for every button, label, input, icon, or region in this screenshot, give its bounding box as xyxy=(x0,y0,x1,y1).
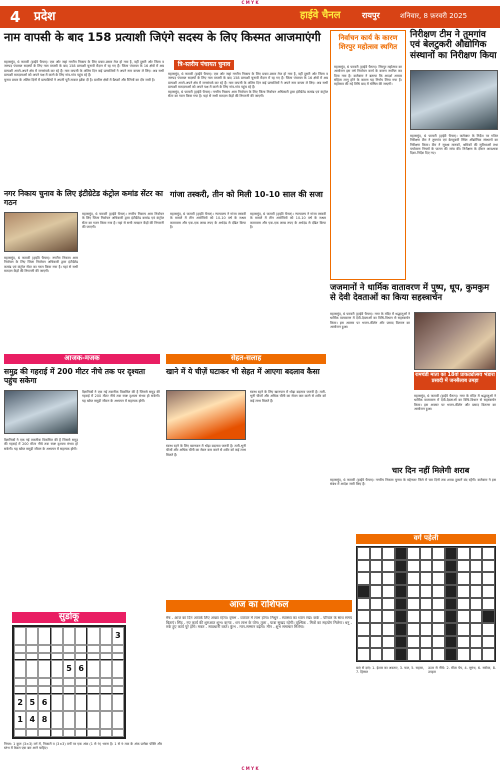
ganja-body: महासमुंद, 6 फरवरी (हाईवे चैनल)। न्यायालय ने गांजा तस्करी के मामले में तीन आरोपियों को 10-10 वर्ष के सश्रम कारावास और एक-एक लाख रुपए के अर्थदंड से दंडित किया है। xyxy=(170,212,246,229)
ganja-body-2: महासमुंद, 6 फरवरी (हाईवे चैनल)। न्यायालय ने गांजा तस्करी के मामले में तीन आरोपियों को 10-10 वर्ष के सश्रम कारावास और एक-एक लाख रुपए के अर्थदंड से दंडित किया है। xyxy=(250,212,326,229)
training-body: महासमुंद, 6 फरवरी (हाईवे चैनल)। नगरीय निकाय आम निर्वाचन के लिए जिला निर्वाचन अधिकारी द्वारा इंटीग्रेटेड कमांड एवं कंट्रोल सेंटर का गठन किया गया है। यहां से सभी मतदान केंद्रों की निगरानी की जाएगी। xyxy=(4,256,78,273)
crossword-cell xyxy=(382,572,395,585)
crossword-cell xyxy=(357,572,370,585)
crossword-cell xyxy=(382,636,395,649)
sudoku-cell xyxy=(63,694,75,712)
crossword-cell xyxy=(420,636,433,649)
sudoku-cell xyxy=(63,729,75,737)
ganja-headline: गांजा तस्करी, तीन को मिली 10-10 साल की सजा xyxy=(170,190,323,199)
sudoku-cell xyxy=(63,678,75,686)
dateline: शनिवार, 8 फ़रवरी 2025 xyxy=(400,12,468,20)
lead-body-text-4: महासमुंद, 6 फरवरी (हाईवे चैनल)। नगरीय निकाय आम निर्वाचन के लिए जिला निर्वाचन अधिकारी द्वारा इंटीग्रेटेड कमांड एवं कंट्रोल सेंटर का गठन किया गया है। यहां से सभी मतदान केंद्रों की निगरानी की जाएगी। xyxy=(168,90,328,99)
science-body-2: वैज्ञानिकों ने एक नई तकनीक विकसित की है जिससे समुद्र की गहराई में 200 मीटर नीचे तक स्पष्ट दृश्यता संभव हो सकेगी। यह खोज समुद्री जीवन के अध्ययन में सहायक होगी। xyxy=(4,438,78,451)
lead-body-text-2: चुनाव प्रचार के अंतिम दिनों में प्रत्याशियों ने अपनी पूरी ताकत झोंक दी है। ग्रामीण क्षेत्रों में बैठकों और रैलियों का दौर जारी है। xyxy=(4,78,156,82)
religious-body-2: महासमुंद, 6 फरवरी (हाईवे चैनल)। नगर के मंदिर में श्रद्धालुओं ने धार्मिक वातावरण में देवी-देवताओं का विधि-विधान से सहस्त्रार्चन किया। इस अवसर पर भजन-कीर्तन और प्रसाद वितरण का आयोजन हुआ। xyxy=(414,394,496,411)
lead-headline: नाम वापसी के बाद 158 प्रत्याशी जिएंगे सदस्य के लिए किस्मत आजमाएंगी xyxy=(4,30,321,44)
page-number: 4 xyxy=(10,8,21,26)
crossword-cell xyxy=(407,636,420,649)
crossword-cell xyxy=(470,598,483,611)
sudoku-cell xyxy=(112,678,124,686)
crossword-cell xyxy=(482,560,495,573)
crossword-cell xyxy=(357,623,370,636)
crossword-cell xyxy=(445,560,458,573)
science-photo xyxy=(4,390,78,434)
crossword-cell xyxy=(420,623,433,636)
sudoku-cell xyxy=(87,678,99,686)
crossword-cell xyxy=(395,648,408,661)
crossword-cell xyxy=(482,636,495,649)
sudoku-cell xyxy=(26,660,38,678)
sudoku-cell xyxy=(112,660,124,678)
crossword-cell xyxy=(420,572,433,585)
sudoku-cell xyxy=(100,653,112,661)
sudoku-cell xyxy=(38,653,50,661)
lead-body-text-3: महासमुंद, 6 फरवरी (हाईवे चैनल)। एक ओर जहां नगरीय निकाय के लिए प्रचार-प्रसार तेज हो गया है, वहीं दूसरी ओर जिला व जनपद पंचायत सदस्यों के लिए नाम वापसी के बाद 158 प्रत्याशी चुनावी मैदान में रह गए हैं। जिला पंचायत के 16 क्षेत्रों में अब प्रत्याशी अपने-अपने क्षेत्र में जनसंपर्क कर रहे हैं। नाम वापसी के अंतिम दिन कई प्रत्याशियों ने अपने नाम वापस ले लिए। अब सभी प्रत्याशी मतदाताओं को अपने पक्ष में करने के लिए गांव-गांव पहुंच रहे हैं। xyxy=(168,72,328,89)
health-section-header: सेहत-सलाह xyxy=(166,354,326,364)
sudoku-cell xyxy=(112,694,124,712)
crossword-cell xyxy=(445,572,458,585)
sudoku-cell xyxy=(100,694,112,712)
food-photo xyxy=(166,390,246,440)
religious-photo xyxy=(414,312,496,370)
sudoku-cell xyxy=(51,653,63,661)
crossword-cell xyxy=(482,572,495,585)
training-body-2: महासमुंद, 6 फरवरी (हाईवे चैनल)। नगरीय निकाय आम निर्वाचन के लिए जिला निर्वाचन अधिकारी द्वारा इंटीग्रेटेड कमांड एवं कंट्रोल सेंटर का गठन किया गया है। यहां से सभी मतदान केंद्रों की निगरानी की जाएगी। xyxy=(82,212,164,229)
health-body-2: स्वस्थ रहने के लिए खानपान में थोड़ा बदलाव जरूरी है। तली-भुनी चीजों और अधिक चीनी का सेवन कम करने से शरीर को कई लाभ मिलते हैं। xyxy=(166,444,246,457)
crossword-cell xyxy=(370,598,383,611)
sudoku-cell xyxy=(87,686,99,694)
sudoku-cell xyxy=(75,627,87,645)
sudoku-cell: 5 xyxy=(26,694,38,712)
science-headline: समुद्र की गहराई में 200 मीटर नीचे तक पर दृश्यता पहुंच सकेगा xyxy=(4,367,146,385)
lead-body-text: महासमुंद, 6 फरवरी (हाईवे चैनल)। एक ओर जहां नगरीय निकाय के लिए प्रचार-प्रसार तेज हो गया है, वहीं दूसरी ओर जिला व जनपद पंचायत सदस्यों के लिए नाम वापसी के बाद 158 प्रत्याशी चुनावी मैदान में रह गए हैं। जिला पंचायत के 16 क्षेत्रों में अब प्रत्याशी अपने-अपने क्षेत्र में जनसंपर्क कर रहे हैं। नाम वापसी के अंतिम दिन कई प्रत्याशियों ने अपने नाम वापस ले लिए। अब सभी प्रत्याशी मतदाताओं को अपने पक्ष में करने के लिए गांव-गांव पहुंच रहे हैं। xyxy=(4,60,164,77)
sudoku-cell xyxy=(26,678,38,686)
sudoku-cell xyxy=(112,645,124,653)
crossword-cell xyxy=(407,547,420,560)
crossword-clues-across: बाएं से दाएं: 1. ईश्वर का अवतार, 3. फल, 5. सहारा, 7. हिम्मत xyxy=(356,666,424,675)
sudoku-cell xyxy=(51,729,63,737)
sudoku-cell xyxy=(63,627,75,645)
sudoku-cell xyxy=(87,729,99,737)
sudoku-cell xyxy=(14,645,26,653)
sudoku-cell xyxy=(26,653,38,661)
sudoku-cell xyxy=(14,627,26,645)
sudoku-cell xyxy=(75,729,87,737)
science-body: वैज्ञानिकों ने एक नई तकनीक विकसित की है जिससे समुद्र की गहराई में 200 मीटर नीचे तक स्पष्ट दृश्यता संभव हो सकेगी। यह खोज समुद्री जीवन के अध्ययन में सहायक होगी। xyxy=(82,390,160,403)
crossword-cell xyxy=(382,623,395,636)
crossword-title: वर्ग पहेली xyxy=(356,534,496,544)
crossword-cell xyxy=(445,598,458,611)
sudoku-cell xyxy=(38,686,50,694)
crossword-cell xyxy=(457,547,470,560)
crossword-cell xyxy=(420,648,433,661)
sudoku-cell: 2 xyxy=(14,694,26,712)
crossword-cell xyxy=(457,572,470,585)
crossword-cell xyxy=(370,648,383,661)
sudoku-cell xyxy=(75,678,87,686)
crossword-cell xyxy=(457,623,470,636)
crossword-cell xyxy=(470,547,483,560)
crossword-cell xyxy=(470,636,483,649)
crossword-cell xyxy=(457,610,470,623)
crossword-cell xyxy=(470,572,483,585)
crossword-cell xyxy=(407,560,420,573)
sudoku-cell xyxy=(51,660,63,678)
sirpur-body: महासमुंद, 6 फरवरी (हाईवे चैनल)। सिरपुर महोत्सव का आयोजन इस वर्ष निर्वाचन कार्य के कारण स्थगित कर दिया गया है। कलेक्टर ने बताया कि आदर्श आचार संहिता लागू होने के कारण यह निर्णय लिया गया है। महोत्सव की नई तिथि बाद में घोषित की जाएगी। xyxy=(334,65,402,86)
horoscope-title: आज का राशिफल xyxy=(166,600,352,612)
sudoku-cell xyxy=(100,729,112,737)
crossword-cell xyxy=(370,636,383,649)
sudoku-cell xyxy=(63,686,75,694)
sudoku-cell xyxy=(112,711,124,729)
sudoku-cell xyxy=(75,711,87,729)
city-name: रायपुर xyxy=(362,11,380,20)
crossword-cell xyxy=(382,598,395,611)
sudoku-cell: 6 xyxy=(38,694,50,712)
liquor-headline: चार दिन नहीं मिलेगी शराब xyxy=(392,466,470,475)
sudoku-cell xyxy=(51,645,63,653)
crossword-cell xyxy=(382,648,395,661)
sudoku-cell: 5 xyxy=(63,660,75,678)
crossword-cell xyxy=(420,547,433,560)
sudoku-cell xyxy=(26,627,38,645)
crossword-cell xyxy=(470,610,483,623)
crossword-cell xyxy=(370,585,383,598)
crossword-cell xyxy=(457,585,470,598)
crossword-cell xyxy=(482,610,495,623)
liquor-body: महासमुंद, 6 फरवरी (हाईवे चैनल)। नगरीय निकाय चुनाव के मद्देनजर जिले में चार दिनों तक शराब दुकानें बंद रहेंगी। कलेक्टर ने इस संबंध में आदेश जारी किए हैं। xyxy=(330,478,496,487)
crossword-cell xyxy=(432,610,445,623)
crossword-cell xyxy=(395,636,408,649)
sudoku-cell xyxy=(87,660,99,678)
crossword-cell xyxy=(407,648,420,661)
crossword-cell xyxy=(420,560,433,573)
crossword-cell xyxy=(420,598,433,611)
crossword-cell xyxy=(445,547,458,560)
training-photo xyxy=(4,212,78,252)
sudoku-cell xyxy=(87,711,99,729)
crossword-clues-down: ऊपर से नीचे: 2. मीठा पेय, 4. सुगंध, 6. सरोवर, 8. उपहार xyxy=(428,666,496,675)
sudoku-cell xyxy=(112,686,124,694)
sudoku-cell xyxy=(100,627,112,645)
sudoku-cell xyxy=(112,653,124,661)
lead-body-col2 xyxy=(168,72,328,188)
sudoku-cell xyxy=(87,653,99,661)
crossword-cell xyxy=(382,547,395,560)
crossword-cell xyxy=(395,560,408,573)
cmyk-marker-top: C M Y K xyxy=(241,0,259,5)
panchayat-tag: त्रि-स्तरीय पंचायत चुनाव xyxy=(174,60,234,70)
sudoku-cell xyxy=(75,645,87,653)
crossword-cell xyxy=(482,648,495,661)
crossword-cell xyxy=(482,585,495,598)
lead-body-col1 xyxy=(4,60,164,188)
crossword-cell xyxy=(432,560,445,573)
crossword-cell xyxy=(432,572,445,585)
crossword-cell xyxy=(457,560,470,573)
sudoku-cell xyxy=(38,660,50,678)
science-section-header: आजक-मजक xyxy=(4,354,160,364)
crossword-cell xyxy=(445,623,458,636)
sudoku-cell: 8 xyxy=(38,711,50,729)
sudoku-cell xyxy=(63,711,75,729)
sudoku-cell xyxy=(51,686,63,694)
sudoku-cell xyxy=(14,729,26,737)
inspection-photo xyxy=(410,70,498,130)
crossword-cell xyxy=(407,598,420,611)
inspection-headline: निरीक्षण टीम ने तुमगांव एवं बेलटुकरी औद्योगिक संस्थानों का निरीक्षण किया xyxy=(410,30,497,61)
crossword-cell xyxy=(432,623,445,636)
sudoku-cell xyxy=(26,729,38,737)
crossword-cell xyxy=(357,636,370,649)
sudoku-cell xyxy=(38,645,50,653)
crossword-cell xyxy=(445,636,458,649)
brand-name: हाईवे चैनल xyxy=(300,10,341,21)
sudoku-cell xyxy=(51,678,63,686)
crossword-cell xyxy=(357,585,370,598)
crossword-cell xyxy=(445,585,458,598)
crossword-cell xyxy=(432,585,445,598)
sudoku-cell xyxy=(14,678,26,686)
sudoku-cell xyxy=(75,653,87,661)
sudoku-cell xyxy=(26,686,38,694)
crossword-cell xyxy=(382,560,395,573)
sudoku-cell xyxy=(100,678,112,686)
sudoku-cell xyxy=(100,711,112,729)
cmyk-marker-bottom: C M Y K xyxy=(241,766,259,771)
crossword-cell xyxy=(457,636,470,649)
crossword-cell xyxy=(395,598,408,611)
sudoku-cell xyxy=(51,711,63,729)
crossword-cell xyxy=(482,598,495,611)
sudoku-cell xyxy=(63,653,75,661)
sudoku-cell xyxy=(87,645,99,653)
crossword-cell xyxy=(420,610,433,623)
crossword-cell xyxy=(370,572,383,585)
religious-photo-caption: रामचंडी माता का 18वां प्राकट्योत्सव भंडारा प्रसादी में जनसैलाब उमड़ा xyxy=(414,372,496,390)
crossword-cell xyxy=(470,648,483,661)
sudoku-cell xyxy=(87,627,99,645)
crossword-cell xyxy=(382,585,395,598)
sudoku-cell xyxy=(100,686,112,694)
sirpur-box xyxy=(330,30,406,280)
crossword-grid xyxy=(356,546,496,662)
sirpur-headline: निर्वाचन कार्य के कारण शिरपुर महोत्सव स्थगित xyxy=(338,34,398,51)
crossword-cell xyxy=(395,623,408,636)
crossword-cell xyxy=(432,598,445,611)
crossword-cell xyxy=(457,598,470,611)
crossword-cell xyxy=(382,610,395,623)
crossword-cell xyxy=(432,636,445,649)
sudoku-cell xyxy=(75,694,87,712)
crossword-cell xyxy=(407,610,420,623)
crossword-cell xyxy=(357,560,370,573)
crossword-cell xyxy=(370,547,383,560)
crossword-cell xyxy=(370,610,383,623)
section-title: प्रदेश xyxy=(34,9,56,23)
sudoku-cell xyxy=(100,660,112,678)
sudoku-cell xyxy=(26,645,38,653)
sudoku-cell xyxy=(38,627,50,645)
crossword-cell xyxy=(407,585,420,598)
crossword-cell xyxy=(395,547,408,560)
training-headline: नगर निकाय चुनाव के लिए इंटीग्रेटेड कंट्रोल कमांड सेंटर का गठन xyxy=(4,189,163,207)
sudoku-cell xyxy=(75,686,87,694)
sudoku-cell xyxy=(14,653,26,661)
health-body: स्वस्थ रहने के लिए खानपान में थोड़ा बदलाव जरूरी है। तली-भुनी चीजों और अधिक चीनी का सेवन कम करने से शरीर को कई लाभ मिलते हैं। xyxy=(250,390,326,403)
sudoku-cell xyxy=(14,686,26,694)
crossword-cell xyxy=(357,648,370,661)
sudoku-cell xyxy=(38,678,50,686)
crossword-cell xyxy=(420,585,433,598)
sudoku-rules: नियम: 1 कुल (3×3) वर्ग में, निकालें व (3×3) वर्गों पर एक अंक (1 से 9) भरना है। 1 से 9 तक के अंक प्रत्येक पंक्ति और स्तंभ में केवल एक बार आने चाहिए। xyxy=(4,742,162,751)
sudoku-cell xyxy=(51,694,63,712)
crossword-cell xyxy=(407,623,420,636)
sudoku-cell xyxy=(87,694,99,712)
sudoku-title: सुडोकू xyxy=(12,612,126,623)
crossword-cell xyxy=(470,585,483,598)
sudoku-cell xyxy=(38,729,50,737)
crossword-cell xyxy=(470,623,483,636)
sudoku-cell: 4 xyxy=(26,711,38,729)
crossword-cell xyxy=(395,585,408,598)
crossword-cell xyxy=(395,572,408,585)
crossword-cell xyxy=(470,560,483,573)
crossword-cell xyxy=(445,610,458,623)
sudoku-cell xyxy=(112,729,124,737)
crossword-cell xyxy=(457,648,470,661)
health-headline: खाने में ये चीज़ें घटाकर भी सेहत में आएगा बदलाव कैसा xyxy=(166,367,320,376)
crossword-cell xyxy=(445,648,458,661)
sudoku-cell: 3 xyxy=(112,627,124,645)
crossword-cell xyxy=(482,623,495,636)
crossword-cell xyxy=(432,547,445,560)
crossword-cell xyxy=(482,547,495,560)
sudoku-cell xyxy=(51,627,63,645)
crossword-cell xyxy=(370,623,383,636)
sudoku-cell: 1 xyxy=(14,711,26,729)
sudoku-cell xyxy=(100,645,112,653)
sudoku-cell xyxy=(63,645,75,653)
sudoku-grid xyxy=(12,625,126,739)
masthead xyxy=(0,6,500,28)
sudoku-cell: 6 xyxy=(75,660,87,678)
crossword-cell xyxy=(407,572,420,585)
crossword-cell xyxy=(370,560,383,573)
sudoku-cell xyxy=(14,660,26,678)
inspection-body: महासमुंद, 6 फरवरी (हाईवे चैनल)। कलेक्टर के निर्देश पर गठित निरीक्षण टीम ने तुमगांव एवं बेलटुकरी स्थित औद्योगिक संस्थानों का निरीक्षण किया। टीम ने सुरक्षा मानकों, श्रमिकों की सुविधाओं तथा पर्यावरण नियमों के पालन की जांच की। निरीक्षण के दौरान आवश्यक दिशा-निर्देश दिए गए। xyxy=(410,134,498,155)
horoscope-body: मेष - आज का दिन आपके लिए अच्छा रहेगा। वृषभ - व्यापार में लाभ होगा। मिथुन - स्वास्थ्य का ध्यान रखें। कर्क - परिवार के साथ समय बिताएं। सिंह - नए कार्य की शुरुआत शुभ। कन्या - धन लाभ के योग। तुला - यात्रा सुखद रहेगी। वृश्चिक - मित्रों का सहयोग मिलेगा। धनु - रुके हुए कार्य पूरे होंगे। मकर - सावधानी बरतें। कुंभ - मान-सम्मान बढ़ेगा। मीन - शुभ समाचार मिलेगा। xyxy=(166,616,352,630)
crossword-cell xyxy=(357,610,370,623)
crossword-cell xyxy=(395,610,408,623)
crossword-cell xyxy=(357,598,370,611)
religious-headline: जजमानों ने धार्मिक वातावरण में पुष्प, धूप, कुमकुम से देवी देवताओं का किया सहस्त्रार्चन xyxy=(330,283,490,303)
crossword-cell xyxy=(432,648,445,661)
crossword-cell xyxy=(357,547,370,560)
religious-body: महासमुंद, 6 फरवरी (हाईवे चैनल)। नगर के मंदिर में श्रद्धालुओं ने धार्मिक वातावरण में देवी-देवताओं का विधि-विधान से सहस्त्रार्चन किया। इस अवसर पर भजन-कीर्तन और प्रसाद वितरण का आयोजन हुआ। xyxy=(330,312,410,329)
